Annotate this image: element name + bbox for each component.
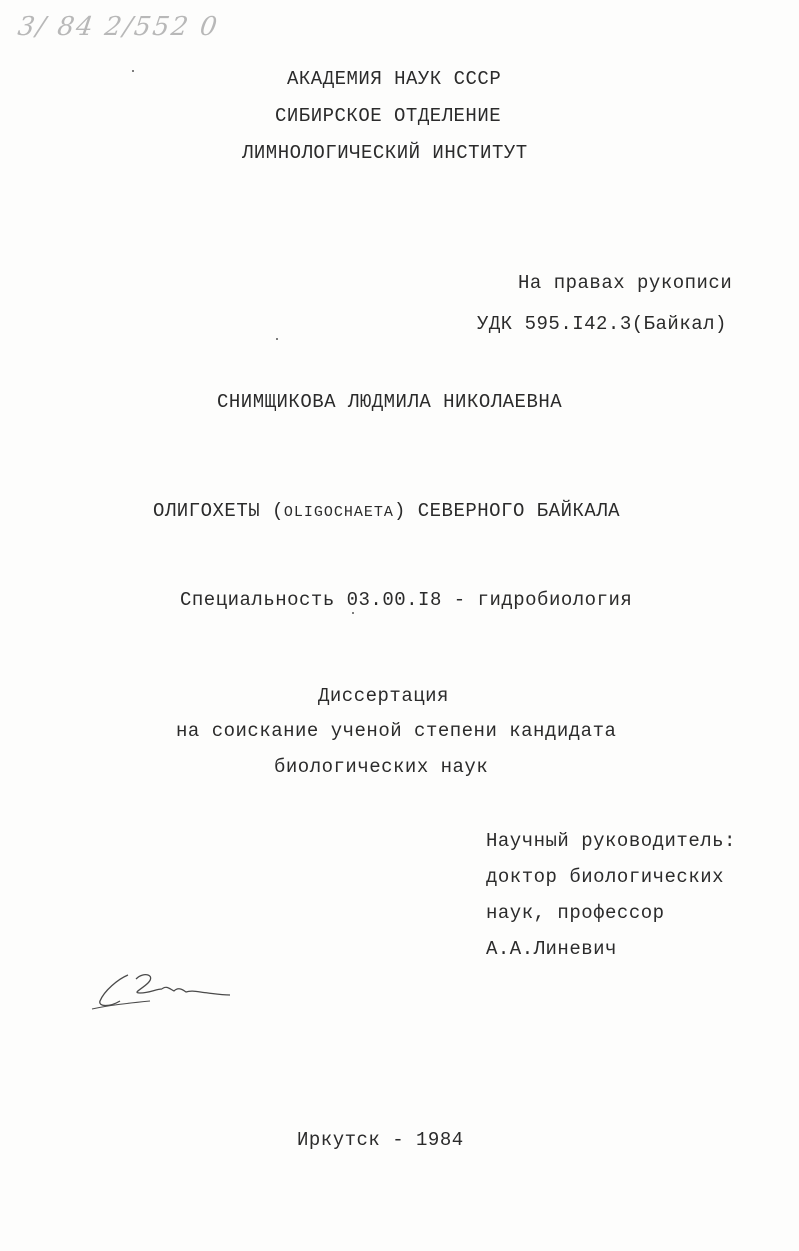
speck: [352, 612, 354, 614]
dissertation-title: [153, 500, 620, 524]
dissertation-label: Диссертация: [318, 685, 449, 707]
speck: [132, 70, 134, 72]
archive-stamp: 3/ 84 2/552 0: [15, 12, 221, 42]
science-field: биологических наук: [274, 756, 489, 778]
institute-name: ЛИМНОЛОГИЧЕСКИЙ ИНСТИТУТ: [242, 142, 528, 164]
udc-code: УДК 595.I42.3(Байкал): [477, 313, 727, 335]
title-latin: OLIGOCHAETA: [283, 504, 394, 521]
academy-name: АКАДЕМИЯ НАУК СССР: [287, 68, 502, 90]
branch-name: СИБИРСКОЕ ОТДЕЛЕНИЕ: [275, 105, 502, 127]
supervisor-title: наук, профессор: [486, 902, 665, 924]
manuscript-rights: На правах рукописи: [518, 272, 733, 294]
specialty: Специальность 03.00.I8 - гидробиология: [180, 589, 633, 611]
supervisor-name: А.А.Линевич: [486, 938, 617, 960]
title-part-2: ) СЕВЕРНОГО БАЙКАЛА: [393, 500, 621, 522]
place-and-year: Иркутск - 1984: [297, 1129, 464, 1151]
supervisor-degree: доктор биологических: [486, 866, 725, 888]
handwritten-signature: [90, 965, 240, 1015]
supervisor-label: Научный руководитель:: [486, 830, 736, 852]
speck: [276, 338, 278, 340]
title-part-1: ОЛИГОХЕТЫ (: [153, 500, 284, 522]
degree-line: на соискание ученой степени кандидата: [176, 720, 617, 742]
author-name: СНИМЩИКОВА ЛЮДМИЛА НИКОЛАЕВНА: [217, 391, 563, 413]
